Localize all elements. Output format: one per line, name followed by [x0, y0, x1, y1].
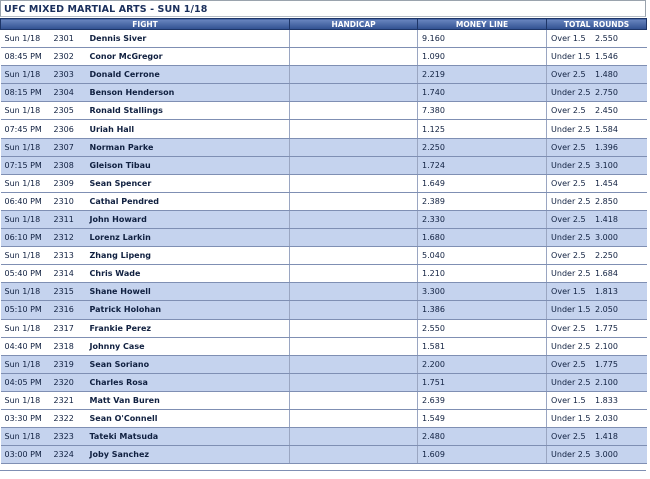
table-row[interactable] [1, 301, 647, 319]
over-under-label: Over 2.5 [551, 359, 586, 369]
total-rounds-cell[interactable] [547, 283, 647, 301]
table-row[interactable] [1, 446, 647, 464]
total-rounds-cell[interactable] [547, 247, 647, 265]
rotation-number-cell: 2314 [51, 265, 84, 283]
total-rounds-cell[interactable] [547, 174, 647, 192]
money-line-cell[interactable]: 1.210 [418, 265, 547, 283]
over-under-label: Under 2.5 [551, 269, 591, 279]
rotation-number-cell: 2310 [51, 192, 84, 210]
money-line-cell[interactable]: 1.386 [418, 301, 547, 319]
total-rounds-cell[interactable] [547, 319, 647, 337]
table-row[interactable] [1, 192, 647, 210]
total-rounds-cell[interactable] [547, 66, 647, 84]
table-row[interactable] [1, 30, 647, 48]
section-title-bar [0, 0, 646, 17]
total-rounds-cell[interactable] [547, 84, 647, 102]
over-under-label: Over 2.5 [551, 251, 586, 261]
money-line-cell[interactable]: 3.300 [418, 283, 547, 301]
handicap-cell[interactable] [290, 283, 418, 301]
over-under-label: Over 1.5 [551, 287, 586, 297]
fighter-name-cell: Patrick Holohan [84, 301, 290, 319]
total-rounds-cell[interactable] [547, 192, 647, 210]
total-rounds-cell[interactable] [547, 210, 647, 228]
rotation-number-cell: 2322 [51, 409, 84, 427]
handicap-cell[interactable] [290, 428, 418, 446]
handicap-cell[interactable] [290, 319, 418, 337]
over-under-label: Over 2.5 [551, 106, 586, 116]
fighter-name-cell: Norman Parke [84, 138, 290, 156]
total-odds-value: 2.550 [595, 34, 618, 44]
money-line-cell[interactable]: 5.040 [418, 247, 547, 265]
table-row[interactable] [1, 102, 647, 120]
handicap-cell[interactable] [290, 210, 418, 228]
rotation-number-cell: 2313 [51, 247, 84, 265]
total-odds-value: 1.396 [595, 142, 618, 152]
money-line-cell[interactable]: 1.649 [418, 174, 547, 192]
date-time-cell: 04:40 PM [1, 337, 51, 355]
date-time-cell: 08:15 PM [1, 84, 51, 102]
over-under-label: Over 2.5 [551, 178, 586, 188]
total-odds-value: 2.850 [595, 196, 618, 206]
total-rounds-cell[interactable] [547, 156, 647, 174]
over-under-label: Over 2.5 [551, 214, 586, 224]
over-under-label: Over 1.5 [551, 395, 586, 405]
money-line-cell[interactable]: 2.389 [418, 192, 547, 210]
rotation-number-cell: 2309 [51, 174, 84, 192]
fighter-name-cell: Johnny Case [84, 337, 290, 355]
rotation-number-cell: 2323 [51, 428, 84, 446]
over-under-label: Under 1.5 [551, 305, 591, 315]
money-line-cell[interactable]: 2.550 [418, 319, 547, 337]
date-time-cell: Sun 1/18 [1, 283, 51, 301]
total-rounds-cell[interactable] [547, 301, 647, 319]
fighter-name-cell: Shane Howell [84, 283, 290, 301]
table-row[interactable] [1, 373, 647, 391]
money-line-cell[interactable]: 1.609 [418, 446, 547, 464]
total-odds-value: 2.050 [595, 305, 618, 315]
table-row[interactable] [1, 355, 647, 373]
handicap-cell[interactable] [290, 373, 418, 391]
total-odds-value: 3.000 [595, 450, 618, 460]
total-odds-value: 2.450 [595, 106, 618, 116]
money-line-cell[interactable]: 1.680 [418, 229, 547, 247]
money-line-cell[interactable]: 1.125 [418, 120, 547, 138]
total-odds-value: 1.775 [595, 359, 618, 369]
date-time-cell: 06:10 PM [1, 229, 51, 247]
table-row[interactable] [1, 409, 647, 427]
over-under-label: Under 2.5 [551, 196, 591, 206]
date-time-cell: Sun 1/18 [1, 391, 51, 409]
total-odds-value: 1.418 [595, 432, 618, 442]
over-under-label: Over 2.5 [551, 323, 586, 333]
total-odds-value: 1.418 [595, 214, 618, 224]
total-odds-value: 3.100 [595, 160, 618, 170]
over-under-label: Under 1.5 [551, 52, 591, 62]
over-under-label: Under 2.5 [551, 450, 591, 460]
table-row[interactable] [1, 210, 647, 228]
total-rounds-cell[interactable] [547, 30, 647, 48]
over-under-label: Under 1.5 [551, 414, 591, 424]
handicap-cell[interactable] [290, 174, 418, 192]
handicap-cell[interactable] [290, 192, 418, 210]
handicap-cell[interactable] [290, 229, 418, 247]
total-rounds-cell[interactable] [547, 138, 647, 156]
total-odds-value: 1.833 [595, 395, 618, 405]
total-rounds-cell[interactable] [547, 409, 647, 427]
money-line-cell[interactable]: 1.751 [418, 373, 547, 391]
over-under-label: Over 2.5 [551, 70, 586, 80]
table-row[interactable] [1, 120, 647, 138]
total-rounds-cell[interactable] [547, 120, 647, 138]
total-rounds-cell[interactable] [547, 355, 647, 373]
rotation-number-cell: 2315 [51, 283, 84, 301]
rotation-number-cell: 2303 [51, 66, 84, 84]
handicap-cell[interactable] [290, 265, 418, 283]
table-row[interactable] [1, 156, 647, 174]
rotation-number-cell: 2317 [51, 319, 84, 337]
fighter-name-cell: Sean Spencer [84, 174, 290, 192]
fighter-name-cell: Frankie Perez [84, 319, 290, 337]
money-line-cell[interactable]: 2.200 [418, 355, 547, 373]
money-line-cell[interactable]: 9.160 [418, 30, 547, 48]
rotation-number-cell: 2305 [51, 102, 84, 120]
over-under-label: Under 2.5 [551, 124, 591, 134]
over-under-label: Under 2.5 [551, 88, 591, 98]
total-rounds-cell[interactable] [547, 337, 647, 355]
over-under-label: Under 2.5 [551, 341, 591, 351]
handicap-cell[interactable] [290, 138, 418, 156]
fighter-name-cell: Conor McGregor [84, 48, 290, 66]
fighter-name-cell: Cathal Pendred [84, 192, 290, 210]
handicap-cell[interactable] [290, 337, 418, 355]
table-row[interactable] [1, 428, 647, 446]
handicap-cell[interactable] [290, 30, 418, 48]
date-time-cell: 07:45 PM [1, 120, 51, 138]
money-line-cell[interactable]: 1.724 [418, 156, 547, 174]
date-time-cell: 08:45 PM [1, 48, 51, 66]
total-odds-value: 1.584 [595, 124, 618, 134]
rotation-number-cell: 2304 [51, 84, 84, 102]
date-time-cell: 06:40 PM [1, 192, 51, 210]
handicap-cell[interactable] [290, 84, 418, 102]
fighter-name-cell: Gleison Tibau [84, 156, 290, 174]
fighter-name-cell: Ronald Stallings [84, 102, 290, 120]
table-header-row [1, 19, 647, 30]
table-row[interactable] [1, 391, 647, 409]
total-rounds-cell[interactable] [547, 446, 647, 464]
total-odds-value: 1.684 [595, 269, 618, 279]
rotation-number-cell: 2312 [51, 229, 84, 247]
date-time-cell: Sun 1/18 [1, 102, 51, 120]
date-time-cell: 07:15 PM [1, 156, 51, 174]
handicap-cell[interactable] [290, 391, 418, 409]
table-row[interactable] [1, 265, 647, 283]
total-odds-value: 1.454 [595, 178, 618, 188]
fighter-name-cell: Sean O'Connell [84, 409, 290, 427]
total-odds-value: 2.100 [595, 341, 618, 351]
table-row[interactable] [1, 48, 647, 66]
fighter-name-cell: Dennis Siver [84, 30, 290, 48]
header-money-line: MONEY LINE [418, 19, 547, 30]
total-odds-value: 2.250 [595, 251, 618, 261]
money-line-cell[interactable]: 2.639 [418, 391, 547, 409]
total-odds-value: 1.775 [595, 323, 618, 333]
rotation-number-cell: 2321 [51, 391, 84, 409]
handicap-cell[interactable] [290, 120, 418, 138]
fighter-name-cell: Tateki Matsuda [84, 428, 290, 446]
rotation-number-cell: 2316 [51, 301, 84, 319]
fighter-name-cell: Matt Van Buren [84, 391, 290, 409]
rotation-number-cell: 2307 [51, 138, 84, 156]
table-row[interactable] [1, 337, 647, 355]
table-row[interactable] [1, 174, 647, 192]
date-time-cell: 05:40 PM [1, 265, 51, 283]
handicap-cell[interactable] [290, 102, 418, 120]
money-line-cell[interactable]: 2.480 [418, 428, 547, 446]
total-odds-value: 2.100 [595, 377, 618, 387]
rotation-number-cell: 2324 [51, 446, 84, 464]
header-total-rounds: TOTAL ROUNDS [547, 19, 647, 30]
fighter-name-cell: Benson Henderson [84, 84, 290, 102]
date-time-cell: Sun 1/18 [1, 138, 51, 156]
rotation-number-cell: 2318 [51, 337, 84, 355]
page-title: UFC MIXED MARTIAL ARTS - SUN 1/18 [4, 4, 208, 15]
rotation-number-cell: 2320 [51, 373, 84, 391]
table-row[interactable] [1, 283, 647, 301]
fighter-name-cell: John Howard [84, 210, 290, 228]
fighter-name-cell: Charles Rosa [84, 373, 290, 391]
fighter-name-cell: Sean Soriano [84, 355, 290, 373]
over-under-label: Over 1.5 [551, 34, 586, 44]
date-time-cell: 04:05 PM [1, 373, 51, 391]
total-odds-value: 3.000 [595, 233, 618, 243]
money-line-cell[interactable]: 2.250 [418, 138, 547, 156]
table-bottom-border [0, 470, 646, 471]
odds-table [0, 18, 647, 464]
total-odds-value: 1.546 [595, 52, 618, 62]
handicap-cell[interactable] [290, 247, 418, 265]
total-odds-value: 2.750 [595, 88, 618, 98]
date-time-cell: Sun 1/18 [1, 247, 51, 265]
fighter-name-cell: Uriah Hall [84, 120, 290, 138]
date-time-cell: Sun 1/18 [1, 174, 51, 192]
total-odds-value: 1.480 [595, 70, 618, 80]
money-line-cell[interactable]: 2.219 [418, 66, 547, 84]
handicap-cell[interactable] [290, 409, 418, 427]
total-rounds-cell[interactable] [547, 373, 647, 391]
fighter-name-cell: Joby Sanchez [84, 446, 290, 464]
date-time-cell: Sun 1/18 [1, 355, 51, 373]
table-row[interactable] [1, 247, 647, 265]
total-rounds-cell[interactable] [547, 102, 647, 120]
date-time-cell: 03:30 PM [1, 409, 51, 427]
rotation-number-cell: 2306 [51, 120, 84, 138]
rotation-number-cell: 2302 [51, 48, 84, 66]
handicap-cell[interactable] [290, 66, 418, 84]
over-under-label: Under 2.5 [551, 377, 591, 387]
total-rounds-cell[interactable] [547, 265, 647, 283]
rotation-number-cell: 2301 [51, 30, 84, 48]
total-rounds-cell[interactable] [547, 428, 647, 446]
rotation-number-cell: 2311 [51, 210, 84, 228]
money-line-cell[interactable]: 1.549 [418, 409, 547, 427]
handicap-cell[interactable] [290, 156, 418, 174]
date-time-cell: 05:10 PM [1, 301, 51, 319]
table-row[interactable] [1, 84, 647, 102]
table-row[interactable] [1, 319, 647, 337]
rotation-number-cell: 2308 [51, 156, 84, 174]
date-time-cell: Sun 1/18 [1, 66, 51, 84]
table-row[interactable] [1, 66, 647, 84]
table-row[interactable] [1, 138, 647, 156]
money-line-cell[interactable]: 1.581 [418, 337, 547, 355]
over-under-label: Over 2.5 [551, 432, 586, 442]
over-under-label: Over 2.5 [551, 142, 586, 152]
date-time-cell: Sun 1/18 [1, 319, 51, 337]
handicap-cell[interactable] [290, 48, 418, 66]
money-line-cell[interactable]: 7.380 [418, 102, 547, 120]
over-under-label: Under 2.5 [551, 233, 591, 243]
date-time-cell: Sun 1/18 [1, 428, 51, 446]
total-rounds-cell[interactable] [547, 229, 647, 247]
rotation-number-cell: 2319 [51, 355, 84, 373]
total-rounds-cell[interactable] [547, 48, 647, 66]
over-under-label: Under 2.5 [551, 160, 591, 170]
handicap-cell[interactable] [290, 301, 418, 319]
fighter-name-cell: Lorenz Larkin [84, 229, 290, 247]
date-time-cell: 03:00 PM [1, 446, 51, 464]
fighter-name-cell: Donald Cerrone [84, 66, 290, 84]
money-line-cell[interactable]: 1.090 [418, 48, 547, 66]
money-line-cell[interactable]: 2.330 [418, 210, 547, 228]
money-line-cell[interactable]: 1.740 [418, 84, 547, 102]
handicap-cell[interactable] [290, 446, 418, 464]
total-rounds-cell[interactable] [547, 391, 647, 409]
date-time-cell: Sun 1/18 [1, 30, 51, 48]
fighter-name-cell: Zhang Lipeng [84, 247, 290, 265]
total-odds-value: 2.030 [595, 414, 618, 424]
header-fight: FIGHT [1, 19, 290, 30]
handicap-cell[interactable] [290, 355, 418, 373]
fighter-name-cell: Chris Wade [84, 265, 290, 283]
date-time-cell: Sun 1/18 [1, 210, 51, 228]
total-odds-value: 1.813 [595, 287, 618, 297]
table-row[interactable] [1, 229, 647, 247]
header-handicap: HANDICAP [290, 19, 418, 30]
